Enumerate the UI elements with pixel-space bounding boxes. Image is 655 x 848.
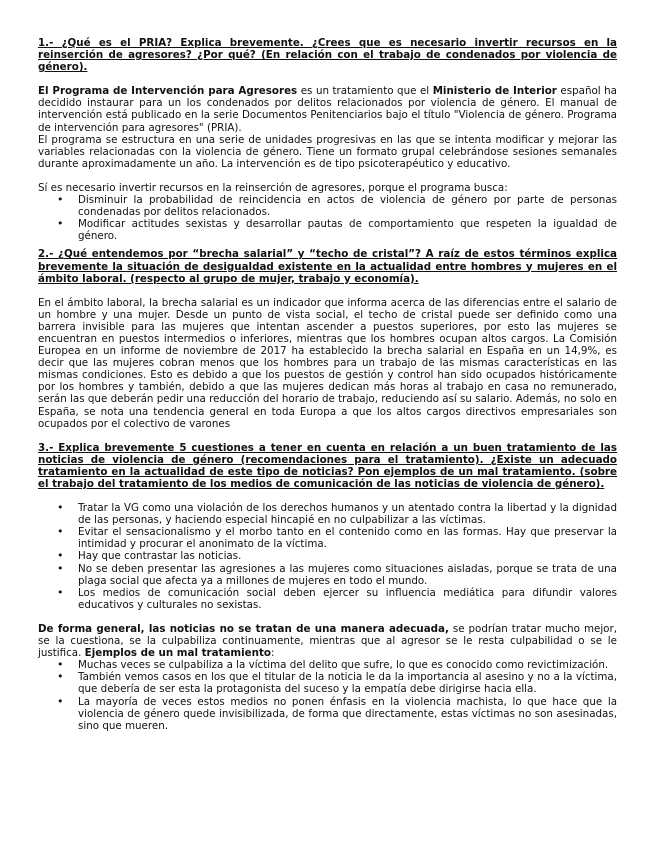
section-1-paragraph-3: Sí es necesario invertir recursos en la reinserción de agresores, porque el programa busca: (38, 181, 508, 194)
pria-term: El Programa de Intervención para Agresores (38, 85, 298, 98)
list-item: • También vemos casos en los que el titular de la noticia le da la importancia al asesino y no a la víctima, que debería de ser esta la protagonista del suceso y la empatía debe dirigirse hacia ella. (38, 671, 617, 695)
list-item: • No se deben presentar las agresiones a las mujeres como situaciones aisladas, porque se trata de una plaga social que afecta ya a millones de mujeres en todo el mundo. (38, 563, 617, 587)
list-item: • Evitar el sensacionalismo y el morbo tanto en el contenido como en las formas. Hay que preservar la intimidad y procurar el anonimato de la víctima. (38, 526, 617, 550)
section-3-paragraph-2: De forma general, las noticias no se tratan de una manera adecuada, se podrían tratar mucho mejor, se la cuestiona, se la culpabiliza continuamente, mientras que al agresor se le resta culpabilidad o se le justifica. Ejemplos de un mal tratamiento: (38, 622, 617, 660)
general-statement: De forma general, las noticias no se tratan de una manera adecuada, (38, 622, 449, 635)
list-item: • Tratar la VG como una violación de los derechos humanos y un atentado contra la libertad y la dignidad de las personas, y haciendo especial hincapié en no culpabilizar a las víctimas. (38, 502, 617, 526)
section-1-paragraph-2: El programa se estructura en una serie de unidades progresivas en las que se intenta modificar y mejorar las variables relacionadas con la violencia de género. Tiene un formato grupal celebrándose sesiones semanales durante aproximadamente un año. La intervención es de tipo psicoterapéutico y educativo. (38, 133, 617, 170)
section-1-paragraph-1: El Programa de Intervención para Agresores es un tratamiento que el Ministerio de Interior español ha decidido instaurar para un los condenados por delitos relacionados por violencia de género. El manual de intervención está publicado en la serie Documentos Penitenciarios bajo el título "Violencia de género. Programa de intervención para agresores" (PRIA). (38, 85, 617, 134)
question-2-heading: 2.- ¿Qué entendemos por “brecha salarial” y “techo de cristal”? A raíz de estos términos explica brevemente la situación de desigualdad existente en la actualidad entre hombres y mujeres en el ámbito laboral. (respecto al grupo de mujer, trabajo y economía). (38, 248, 617, 285)
bad-treatment-label: Ejemplos de un mal tratamiento (84, 647, 271, 660)
question-3-heading: 3.- Explica brevemente 5 cuestiones a tener en cuenta en relación a un buen tratamiento de las noticias de violencia de género (recomendaciones para el tratamiento). ¿Existe un adecuado tratamiento en la actualidad de este tipo de noticias? Pon ejemplos de un mal tratamiento. (sobre el trabajo del tratamiento de los medios de comunicación de las noticias de violencia de género). (38, 441, 617, 490)
ministry-term: Ministerio de Interior (432, 85, 557, 98)
section-3-examples-list (38, 659, 617, 732)
question-1-heading: 1.- ¿Qué es el PRIA? Explica brevemente. ¿Crees que es necesario invertir recursos en la reinserción de agresores? ¿Por qué? (En relación con el trabajo de condenados por violencia de género). (38, 37, 617, 74)
section-3-bullet-list (38, 502, 617, 611)
list-item: • Muchas veces se culpabiliza a la víctima del delito que sufre, lo que es conocido como revictimización. (38, 659, 617, 671)
list-item: • Hay que contrastar las noticias. (38, 550, 617, 562)
section-1-bullet-list (38, 194, 617, 242)
list-item: • La mayoría de veces estos medios no ponen énfasis en la violencia machista, lo que hace que la violencia de género quede invisibilizada, de forma que directamente, estas víctimas no son asesinadas, sino que mueren. (38, 696, 617, 732)
list-item: • Modificar actitudes sexistas y desarrollar pautas de comportamiento que respeten la igualdad de género. (38, 218, 617, 242)
list-item: • Los medios de comunicación social deben ejercer su influencia mediática para difundir valores educativos y culturales no sexistas. (38, 587, 617, 611)
list-item: • Disminuir la probabilidad de reincidencia en actos de violencia de género por parte de personas condenadas por delitos relacionados. (38, 194, 617, 218)
section-2-paragraph-1: En el ámbito laboral, la brecha salarial es un indicador que informa acerca de las diferencias entre el salario de un hombre y una mujer. Desde un punto de vista social, el techo de cristal puede ser definido como una barrera invisible para las mujeres que intentan ascender a puestos superiores, por esto las mujeres se encuentran en puestos intermedios o inferiores, mientras que los hombres ocupan altos cargos. La Comisión Europea en un informe de noviembre de 2017 ha establecido la brecha salarial en España en un 14,9%, es decir que las mujeres cobran menos que los hombres para un trabajo de las mismas características en las mismas condiciones. Esto es debido a que los puestos de gestión y control han sido ocupados históricamente por los hombres y también, debido a que las mujeres dedican más horas al trabajo en casa no remunerado, serán las que deberán pedir una reducción del horario de trabajo, reduciendo así su salario. Además, no solo en España, se nota una tendencia general en toda Europa a que los altos cargos directivos empresariales son ocupados por el colectivo de varones (38, 296, 617, 430)
